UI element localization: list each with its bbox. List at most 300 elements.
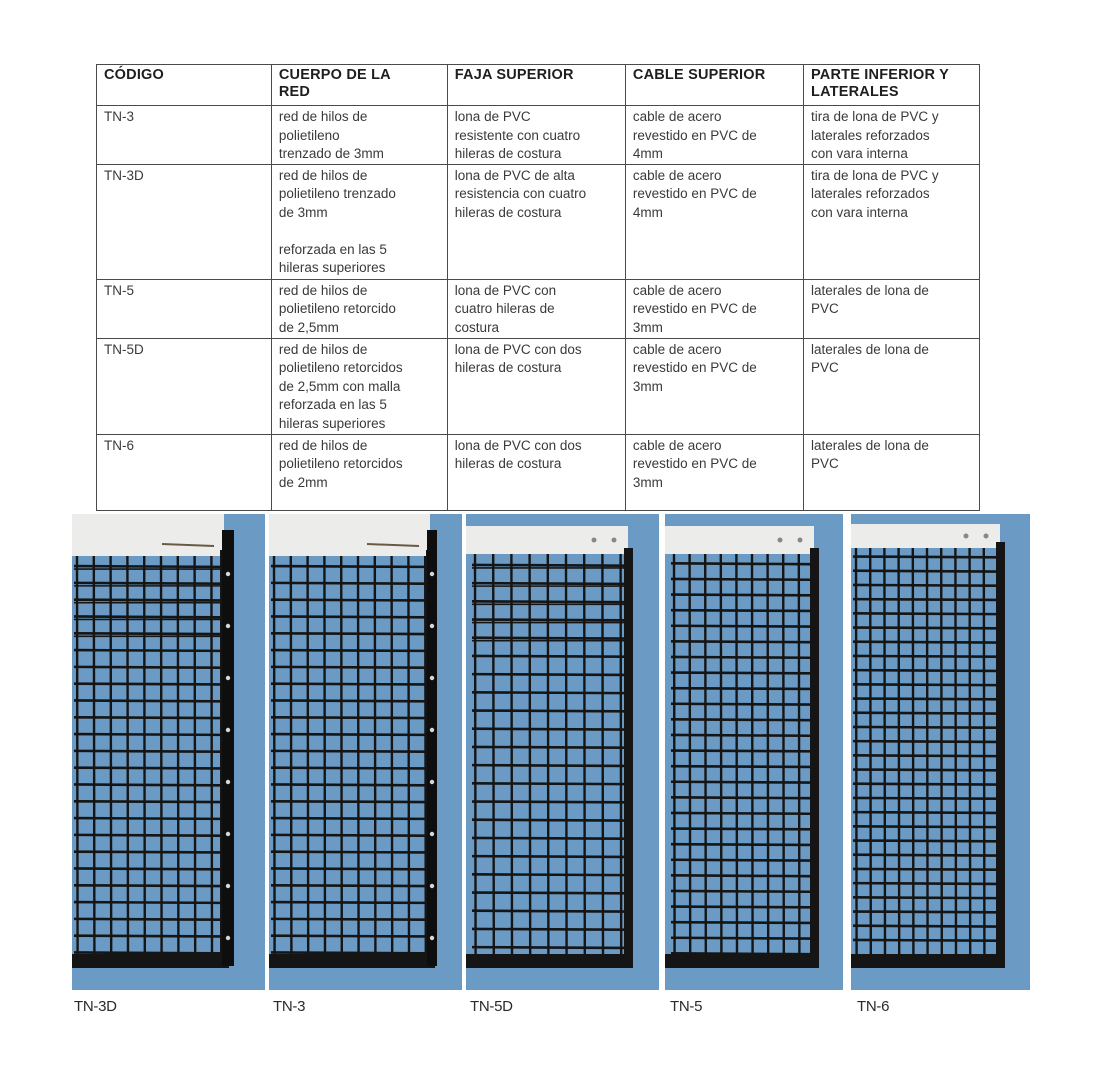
net-cord bbox=[705, 554, 706, 954]
net-cord bbox=[308, 556, 309, 954]
cell-text: hileras superiores bbox=[278, 260, 386, 276]
net-cord bbox=[178, 556, 179, 954]
net-photo-tn-3d bbox=[72, 514, 265, 990]
net-cord bbox=[566, 554, 567, 954]
net-side-tape bbox=[996, 542, 1005, 968]
table-cell-body bbox=[271, 279, 447, 338]
header-codigo: CÓDIGO bbox=[97, 65, 272, 106]
header-cable-superior: CABLE SUPERIOR bbox=[625, 65, 803, 106]
cell-text: 3mm bbox=[632, 474, 663, 490]
net-cord bbox=[111, 556, 112, 954]
net-cord bbox=[408, 556, 409, 954]
net-cord bbox=[341, 556, 342, 954]
cell-text: TN-5D bbox=[104, 341, 144, 357]
net-cord bbox=[674, 554, 675, 954]
net-cord bbox=[271, 902, 426, 903]
net-cord bbox=[671, 563, 810, 564]
net-cord bbox=[671, 907, 810, 908]
net-cord bbox=[271, 684, 426, 685]
net-cord bbox=[853, 599, 996, 600]
net-cord bbox=[74, 751, 220, 752]
cell-text: tira de lona de PVC y bbox=[811, 109, 939, 124]
post-eyelet bbox=[430, 728, 434, 732]
net-cord bbox=[621, 554, 622, 954]
net-cord bbox=[671, 891, 810, 892]
net-cord bbox=[884, 548, 885, 954]
cell-text: revestido en PVC de bbox=[632, 456, 757, 472]
table-cell-body bbox=[271, 164, 447, 279]
net-cord bbox=[94, 556, 95, 954]
table-cell-code bbox=[97, 279, 272, 338]
cell-text: de 3mm bbox=[278, 204, 328, 220]
net-cord bbox=[74, 835, 220, 836]
net-bottom-band bbox=[665, 954, 816, 968]
net-cord bbox=[74, 583, 220, 584]
photo-label-tn-3: TN-3 bbox=[273, 998, 306, 1015]
table-cell-top bbox=[447, 106, 625, 165]
net-cord bbox=[671, 641, 810, 642]
net-cord bbox=[941, 548, 942, 954]
headband-grommet bbox=[778, 538, 783, 543]
table-cell-cable bbox=[625, 434, 803, 510]
net-cord bbox=[870, 548, 871, 954]
table-row bbox=[97, 164, 980, 279]
net-cord bbox=[671, 704, 810, 705]
net-cord bbox=[853, 557, 996, 558]
net-cord bbox=[74, 936, 220, 937]
net-headband bbox=[851, 524, 1000, 548]
net-bottom-band bbox=[851, 954, 1002, 968]
net-cord bbox=[271, 852, 426, 853]
net-cord bbox=[584, 554, 585, 954]
table-cell-cable bbox=[625, 338, 803, 434]
cell-text: 3mm bbox=[632, 319, 663, 335]
headband-grommet bbox=[964, 534, 969, 539]
net-cord bbox=[358, 556, 359, 954]
net-cord bbox=[195, 556, 196, 954]
net-bottom-band bbox=[269, 954, 432, 968]
net-photo-tn-5d bbox=[466, 514, 659, 990]
net-cord bbox=[74, 818, 220, 819]
table-cell-top bbox=[447, 434, 625, 510]
net-cord bbox=[74, 852, 220, 853]
net-cord bbox=[74, 616, 220, 617]
table-cell-code bbox=[97, 338, 272, 434]
cell-text: lona de PVC con dos bbox=[454, 437, 582, 453]
table-cell-code bbox=[97, 106, 272, 165]
cell-text: laterales de lona de bbox=[811, 341, 929, 357]
cell-text: red de hilos de bbox=[278, 109, 368, 124]
post-eyelet bbox=[430, 624, 434, 628]
net-cord bbox=[271, 919, 426, 920]
table-cell-bottom bbox=[804, 106, 980, 165]
cell-text: reforzada en las 5 bbox=[278, 241, 387, 257]
net-cord bbox=[671, 829, 810, 830]
cell-text: TN-3 bbox=[104, 109, 134, 124]
post-eyelet bbox=[430, 572, 434, 576]
cell-text: polietileno bbox=[278, 127, 340, 143]
cell-text: lona de PVC con dos bbox=[454, 341, 582, 357]
net-cord bbox=[853, 585, 996, 586]
net-cord bbox=[853, 841, 996, 842]
net-cord bbox=[271, 784, 426, 785]
net-illustration bbox=[665, 514, 843, 990]
cell-text: laterales reforzados bbox=[811, 186, 930, 202]
net-cord bbox=[144, 556, 145, 954]
net-cord bbox=[671, 875, 810, 876]
net-cord bbox=[671, 688, 810, 689]
net-cord bbox=[271, 835, 426, 836]
table-row bbox=[97, 279, 980, 338]
cell-text: revestido en PVC de bbox=[632, 127, 757, 143]
net-cord bbox=[271, 667, 426, 668]
net-photo-tn-5 bbox=[665, 514, 843, 990]
net-cord bbox=[74, 734, 220, 735]
post-eyelet bbox=[430, 780, 434, 784]
table-row bbox=[97, 106, 980, 165]
table-cell-body bbox=[271, 434, 447, 510]
cell-text: lona de PVC de alta bbox=[454, 167, 575, 183]
cell-text: hileras de costura bbox=[454, 456, 562, 472]
table-cell-top bbox=[447, 279, 625, 338]
net-cord bbox=[671, 844, 810, 845]
net-cord bbox=[271, 633, 426, 634]
net-cord bbox=[74, 684, 220, 685]
net-cord bbox=[271, 818, 426, 819]
net-cord bbox=[271, 868, 426, 869]
cell-text: PVC bbox=[811, 301, 839, 317]
cell-text: red de hilos de bbox=[278, 282, 368, 298]
net-cord bbox=[271, 734, 426, 735]
net-photo-tn-3 bbox=[269, 514, 462, 990]
cell-text: PVC bbox=[811, 360, 839, 376]
net-cord bbox=[671, 735, 810, 736]
net-cord bbox=[853, 684, 996, 685]
spec-table bbox=[96, 64, 980, 511]
headband-grommet bbox=[612, 538, 617, 543]
table-cell-bottom bbox=[804, 164, 980, 279]
photo-label-tn-5: TN-5 bbox=[670, 998, 703, 1015]
net-cord bbox=[671, 610, 810, 611]
cell-text: lona de PVC con bbox=[454, 282, 557, 298]
net-cord bbox=[271, 751, 426, 752]
post-eyelet bbox=[226, 624, 230, 628]
net-cord bbox=[853, 883, 996, 884]
table-row bbox=[97, 434, 980, 510]
net-cord bbox=[74, 885, 220, 886]
net-cord bbox=[853, 642, 996, 643]
net-cord bbox=[271, 583, 426, 584]
net-photo-strip bbox=[72, 514, 1030, 990]
net-cord bbox=[392, 556, 393, 954]
net-cord bbox=[799, 554, 800, 954]
net-side-tape bbox=[624, 548, 633, 968]
post-eyelet bbox=[226, 572, 230, 576]
net-cord bbox=[853, 869, 996, 870]
table-cell-top bbox=[447, 338, 625, 434]
net-cord bbox=[511, 554, 512, 954]
net-cord bbox=[271, 566, 426, 567]
headband-grommet bbox=[592, 538, 597, 543]
net-cord bbox=[671, 922, 810, 923]
cell-text: laterales reforzados bbox=[811, 127, 930, 143]
post-eyelet bbox=[430, 884, 434, 888]
headband-grommet bbox=[984, 534, 989, 539]
photo-label-tn-5d: TN-5D bbox=[470, 998, 513, 1015]
net-cord bbox=[271, 952, 426, 953]
cell-text: polietileno trenzado bbox=[278, 186, 396, 202]
net-cord bbox=[853, 571, 996, 572]
net-cord bbox=[984, 548, 985, 954]
cell-text: 4mm bbox=[632, 204, 663, 220]
table-cell-bottom bbox=[804, 434, 980, 510]
headband-grommet bbox=[798, 538, 803, 543]
net-cord bbox=[853, 897, 996, 898]
cell-text: revestido en PVC de bbox=[632, 360, 757, 376]
post-eyelet bbox=[226, 884, 230, 888]
cell-text: con vara interna bbox=[811, 146, 908, 162]
net-cord bbox=[74, 784, 220, 785]
net-cord bbox=[853, 798, 996, 799]
net-cord bbox=[671, 626, 810, 627]
post-eyelet bbox=[430, 832, 434, 836]
header-parte-inferior: PARTE INFERIOR Y LATERALES bbox=[804, 65, 980, 106]
table-cell-cable bbox=[625, 279, 803, 338]
net-bottom-band bbox=[466, 954, 630, 968]
net-cord bbox=[783, 554, 784, 954]
net-cord bbox=[853, 628, 996, 629]
post-eyelet bbox=[226, 936, 230, 940]
table-cell-body bbox=[271, 338, 447, 434]
net-cord bbox=[853, 812, 996, 813]
net-cord bbox=[721, 554, 722, 954]
net-cord bbox=[74, 566, 220, 567]
net-cord bbox=[927, 548, 928, 954]
cell-text: red de hilos de bbox=[278, 437, 368, 453]
net-cord bbox=[602, 554, 603, 954]
net-cord bbox=[425, 556, 426, 954]
net-cord bbox=[955, 548, 956, 954]
table-row bbox=[97, 338, 980, 434]
header-cuerpo-de-la-red: CUERPO DE LA RED bbox=[271, 65, 447, 106]
photo-label-tn-6: TN-6 bbox=[857, 998, 890, 1015]
photo-label-tn-3d: TN-3D bbox=[74, 998, 117, 1015]
net-cord bbox=[853, 727, 996, 728]
cell-text: costura bbox=[454, 319, 500, 335]
cell-text: lona de PVC bbox=[454, 109, 531, 124]
cell-text: 4mm bbox=[632, 146, 663, 162]
net-cord bbox=[74, 902, 220, 903]
cell-text: de 2,5mm con malla bbox=[278, 378, 401, 394]
cell-text: polietileno retorcidos bbox=[278, 456, 403, 472]
net-headband bbox=[665, 526, 814, 554]
cell-text: hileras de costura bbox=[454, 360, 562, 376]
net-cord bbox=[74, 919, 220, 920]
net-cord bbox=[671, 797, 810, 798]
net-cord bbox=[271, 717, 426, 718]
net-cord bbox=[74, 801, 220, 802]
net-cord bbox=[970, 548, 971, 954]
net-cord bbox=[856, 548, 857, 954]
net-cord bbox=[690, 554, 691, 954]
net-cord bbox=[853, 613, 996, 614]
net-cord bbox=[913, 548, 914, 954]
cell-text: TN-5 bbox=[104, 282, 134, 298]
net-cord bbox=[671, 751, 810, 752]
net-cord bbox=[324, 556, 325, 954]
net-cord bbox=[671, 579, 810, 580]
net-cord bbox=[853, 656, 996, 657]
table-cell-bottom bbox=[804, 338, 980, 434]
cell-text: resistente con cuatro bbox=[454, 127, 581, 143]
net-cord bbox=[752, 554, 753, 954]
cell-text: cuatro hileras de bbox=[454, 301, 555, 317]
net-cord bbox=[853, 755, 996, 756]
net-cord bbox=[671, 595, 810, 596]
cell-text: cable de acero bbox=[632, 437, 722, 453]
net-cord bbox=[671, 860, 810, 861]
net-cord bbox=[74, 868, 220, 869]
net-cord bbox=[74, 600, 220, 601]
net-cord bbox=[271, 650, 426, 651]
net-cord bbox=[671, 813, 810, 814]
net-cord bbox=[853, 770, 996, 771]
cell-text: red de hilos de bbox=[278, 167, 368, 183]
net-cord bbox=[127, 556, 128, 954]
table-cell-body bbox=[271, 106, 447, 165]
post-eyelet bbox=[430, 676, 434, 680]
net-cord bbox=[853, 855, 996, 856]
net-cord bbox=[899, 548, 900, 954]
cell-text bbox=[279, 223, 441, 241]
table-cell-code bbox=[97, 164, 272, 279]
cell-text: revestido en PVC de bbox=[632, 186, 757, 202]
net-cord bbox=[853, 670, 996, 671]
net-cord bbox=[853, 826, 996, 827]
net-cord bbox=[736, 554, 737, 954]
cell-text: laterales de lona de bbox=[811, 282, 929, 298]
post-eyelet bbox=[226, 728, 230, 732]
post-eyelet bbox=[226, 676, 230, 680]
net-illustration bbox=[269, 514, 462, 990]
cell-text: PVC bbox=[811, 456, 839, 472]
cell-text: polietileno retorcidos bbox=[278, 360, 403, 376]
table-cell-bottom bbox=[804, 279, 980, 338]
net-cord bbox=[853, 940, 996, 941]
net-cord bbox=[74, 700, 220, 701]
cell-text: tira de lona de PVC y bbox=[811, 167, 939, 183]
net-cord bbox=[74, 650, 220, 651]
table-cell-code bbox=[97, 434, 272, 510]
net-illustration bbox=[466, 514, 659, 990]
cell-text: resistencia con cuatro bbox=[454, 186, 587, 202]
cell-text: de 2,5mm bbox=[278, 319, 339, 335]
net-cord bbox=[671, 719, 810, 720]
net-cord bbox=[77, 556, 78, 954]
net-cord bbox=[853, 699, 996, 700]
net-cord bbox=[671, 766, 810, 767]
cell-text: 3mm bbox=[632, 378, 663, 394]
net-side-tape bbox=[810, 548, 819, 968]
net-cord bbox=[74, 633, 220, 634]
cell-text: reforzada en las 5 bbox=[278, 397, 387, 413]
cell-text: hileras de costura bbox=[454, 146, 562, 162]
table-cell-top bbox=[447, 164, 625, 279]
cell-text: polietileno retorcido bbox=[278, 301, 396, 317]
cell-text: cable de acero bbox=[632, 167, 722, 183]
net-cord bbox=[530, 554, 531, 954]
table-cell-cable bbox=[625, 164, 803, 279]
net-cord bbox=[375, 556, 376, 954]
net-illustration bbox=[72, 514, 265, 990]
net-cord bbox=[74, 717, 220, 718]
net-cord bbox=[211, 556, 212, 954]
net-cord bbox=[271, 768, 426, 769]
cell-text: hileras de costura bbox=[454, 204, 562, 220]
net-cord bbox=[271, 700, 426, 701]
net-cord bbox=[548, 554, 549, 954]
net-cord bbox=[671, 657, 810, 658]
cell-text: cable de acero bbox=[632, 282, 722, 298]
net-cord bbox=[271, 616, 426, 617]
cell-text: TN-3D bbox=[104, 167, 144, 183]
post-eyelet bbox=[226, 832, 230, 836]
net-photo-tn-6 bbox=[851, 514, 1030, 990]
cell-text: laterales de lona de bbox=[811, 437, 929, 453]
net-illustration bbox=[851, 514, 1030, 990]
net-cord bbox=[291, 556, 292, 954]
net-cord bbox=[271, 936, 426, 937]
net-cord bbox=[74, 667, 220, 668]
cell-text: TN-6 bbox=[104, 437, 134, 453]
net-cord bbox=[74, 768, 220, 769]
net-cord bbox=[274, 556, 275, 954]
net-cord bbox=[671, 782, 810, 783]
net-cord bbox=[853, 741, 996, 742]
cell-text: hileras superiores bbox=[278, 415, 386, 431]
net-cord bbox=[493, 554, 494, 954]
net-headband bbox=[72, 514, 224, 556]
cell-text: con vara interna bbox=[811, 204, 908, 220]
net-cord bbox=[853, 713, 996, 714]
net-cord bbox=[271, 801, 426, 802]
cell-text: de 2mm bbox=[278, 474, 328, 490]
net-cord bbox=[74, 952, 220, 953]
cell-text: revestido en PVC de bbox=[632, 301, 757, 317]
net-cord bbox=[671, 673, 810, 674]
net-cord bbox=[271, 600, 426, 601]
net-cord bbox=[161, 556, 162, 954]
table-cell-cable bbox=[625, 106, 803, 165]
net-post bbox=[222, 530, 234, 966]
cell-text: red de hilos de bbox=[278, 341, 368, 357]
net-post bbox=[427, 530, 437, 966]
post-eyelet bbox=[430, 936, 434, 940]
cell-text: cable de acero bbox=[632, 341, 722, 357]
net-cord bbox=[853, 926, 996, 927]
net-headband bbox=[269, 514, 430, 556]
cell-text: trenzado de 3mm bbox=[278, 146, 384, 162]
net-cord bbox=[271, 885, 426, 886]
net-cord bbox=[853, 784, 996, 785]
net-headband bbox=[466, 526, 628, 554]
net-cord bbox=[671, 938, 810, 939]
net-bottom-band bbox=[72, 954, 226, 968]
net-cord bbox=[768, 554, 769, 954]
cell-text: cable de acero bbox=[632, 109, 722, 124]
header-faja-superior: FAJA SUPERIOR bbox=[447, 65, 625, 106]
net-cord bbox=[853, 912, 996, 913]
